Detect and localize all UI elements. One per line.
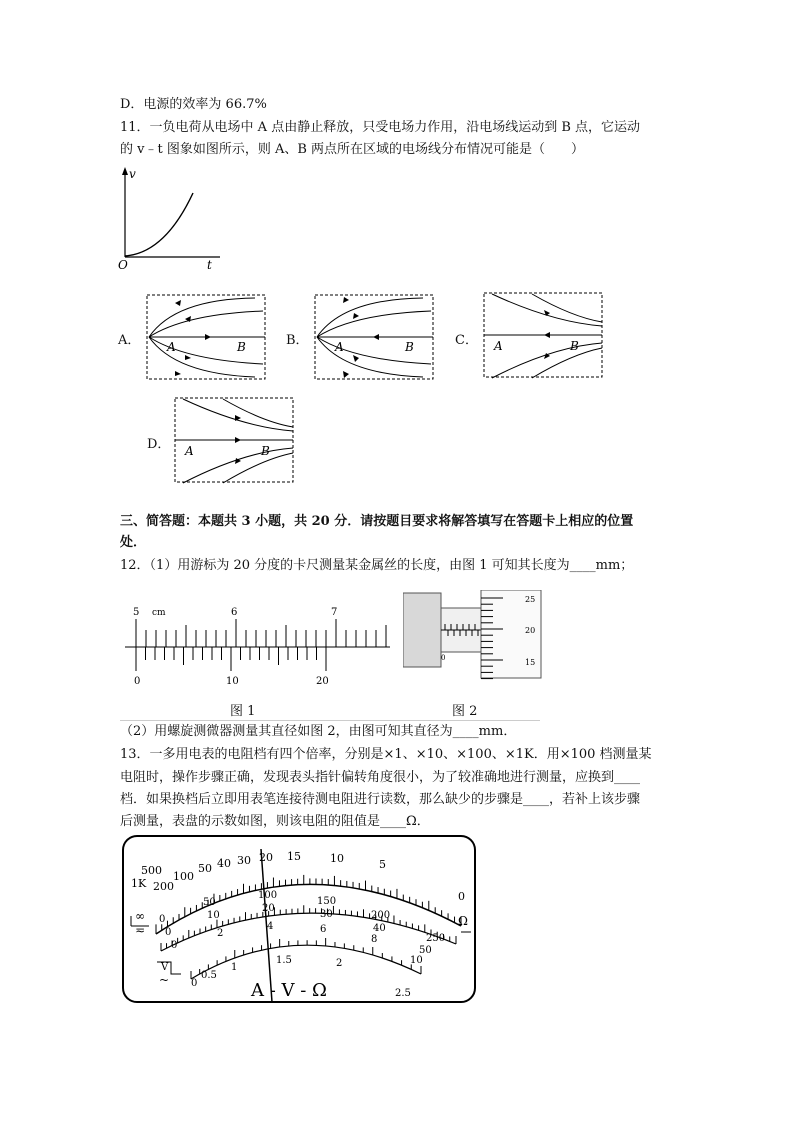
option-d-label: D． xyxy=(147,437,171,452)
ac-v-symbol: V xyxy=(161,962,169,973)
caliper-main-label-6: 6 xyxy=(231,607,238,618)
ohm-5: 5 xyxy=(379,858,386,871)
q13-line4: 后测量，表盘的示数如图，则该电阻的阻值是____Ω． xyxy=(120,814,430,829)
diagram-d-point-b: B xyxy=(261,444,270,458)
q10-option-d: D．电源的效率为 66.7% xyxy=(120,97,267,112)
q13-line2: 电阻时，操作步骤正确，发现表头指针偏转角度很小，为了较准确地进行测量，应换到____ xyxy=(120,770,641,785)
diagram-a-point-a: A xyxy=(167,340,176,354)
caliper-main-label-7: 7 xyxy=(331,607,338,618)
q12-line1: 12．（1）用游标为 20 分度的卡尺测量某金属丝的长度，由图 1 可知其长度为____mm； xyxy=(120,558,634,573)
ohm-0: 0 xyxy=(458,890,465,903)
vt-graph xyxy=(115,165,225,270)
ac-2.5: 2.5 xyxy=(395,988,411,999)
q11-line1: 11．一负电荷从电场中 A 点由静止释放，只受电场力作用，沿电场线运动到 B 点，它运动 xyxy=(120,120,641,135)
dc10-10: 10 xyxy=(410,955,423,966)
micro-label-20: 20 xyxy=(525,626,536,635)
caliper-vernier-label-20: 20 xyxy=(316,676,329,687)
dc50-30: 30 xyxy=(320,909,333,920)
fig2-caption: 图 2 xyxy=(452,704,478,719)
multimeter-dial xyxy=(121,834,477,1004)
ohm-20: 20 xyxy=(259,851,273,864)
micro-label-15: 15 xyxy=(525,658,536,667)
dc250-50: 50 xyxy=(203,897,216,908)
dc10-2: 2 xyxy=(217,928,224,939)
ohm-10: 10 xyxy=(330,852,344,865)
dc-symbol: ≂ xyxy=(135,923,146,937)
ac-symbol: ~ xyxy=(159,973,170,987)
dc250-100: 100 xyxy=(258,890,278,901)
caption-rule xyxy=(120,720,540,721)
diagram-c-point-a: A xyxy=(494,339,503,353)
caliper-vernier-label-0: 0 xyxy=(134,676,141,687)
dc50-10: 10 xyxy=(207,910,220,921)
micrometer xyxy=(403,590,543,680)
dc50-50: 50 xyxy=(419,945,432,956)
option-b-label: B． xyxy=(286,333,309,348)
dc10-4: 4 xyxy=(267,921,274,932)
vt-xlabel: t xyxy=(207,258,212,270)
dc250-150: 150 xyxy=(317,896,337,907)
q13-line1: 13．一多用电表的电阻档有四个倍率，分别是×1、×10、×100、×1K．用×100 档测量某 xyxy=(120,747,652,762)
dc10-8: 8 xyxy=(371,934,378,945)
ohm-unit: Ω xyxy=(458,914,468,928)
dc250-250: 250 xyxy=(426,933,446,944)
ohm-infinity: ∞ xyxy=(135,909,145,923)
ac-1.5: 1.5 xyxy=(276,955,292,966)
diagram-c-point-b: B xyxy=(570,339,579,353)
dc50-0: 0 xyxy=(165,927,172,938)
diagram-a-point-b: B xyxy=(237,340,246,354)
fig1-caption: 图 1 xyxy=(230,704,256,719)
ohm-30: 30 xyxy=(237,854,251,867)
ohm-100: 100 xyxy=(173,870,194,883)
q11-line2: 的 v﹣t 图象如图所示，则 A、B 两点所在区域的电场线分布情况可能是（ ） xyxy=(120,142,585,157)
vt-ylabel: v xyxy=(129,167,136,181)
section3-line2: 处． xyxy=(120,535,147,550)
meter-center-text: A - V - Ω xyxy=(251,980,327,1001)
field-diagram-b xyxy=(313,294,435,382)
ohm-50: 50 xyxy=(198,862,212,875)
dc250-0: 0 xyxy=(159,914,166,925)
ohm-200: 200 xyxy=(153,880,174,893)
dc10-0: 0 xyxy=(171,940,178,951)
dc50-20: 20 xyxy=(262,903,275,914)
dc50-40: 40 xyxy=(373,923,386,934)
micro-label-25: 25 xyxy=(525,595,536,604)
ac-1: 1 xyxy=(231,962,238,973)
ac-0.5: 0.5 xyxy=(201,970,217,981)
ohm-1k: 1K xyxy=(131,877,147,890)
q13-line3: 档．如果换档后立即用表笔连接待测电阻进行读数，那么缺少的步骤是____，若补上该步骤 xyxy=(120,792,641,807)
vt-origin: O xyxy=(118,258,128,270)
section3-line1: 三、简答题：本题共 3 小题，共 20 分．请按题目要求将解答填写在答题卡上相应的位置 xyxy=(120,514,634,529)
field-diagram-c xyxy=(482,292,604,380)
vernier-caliper xyxy=(120,604,390,704)
ohm-500: 500 xyxy=(141,864,162,877)
ohm-15: 15 xyxy=(287,850,301,863)
dc250-200: 200 xyxy=(371,910,391,921)
caliper-main-label-5: 5 xyxy=(133,607,140,618)
diagram-b-point-b: B xyxy=(405,340,414,354)
micro-sleeve-label-0: 0 xyxy=(441,654,446,662)
ac-0: 0 xyxy=(191,978,198,989)
field-diagram-a xyxy=(145,294,267,382)
option-c-label: C． xyxy=(455,333,478,348)
ac-2: 2 xyxy=(336,958,343,969)
dc10-6: 6 xyxy=(320,924,327,935)
caliper-vernier-label-10: 10 xyxy=(226,676,239,687)
option-a-label: A． xyxy=(118,333,141,348)
field-diagram-d xyxy=(173,397,295,485)
ohm-40: 40 xyxy=(217,857,231,870)
diagram-b-point-a: A xyxy=(335,340,344,354)
q12-line2: （2）用螺旋测微器测量其直径如图 2，由图可知其直径为____mm． xyxy=(120,724,517,739)
caliper-unit: cm xyxy=(152,608,166,618)
diagram-d-point-a: A xyxy=(185,444,194,458)
